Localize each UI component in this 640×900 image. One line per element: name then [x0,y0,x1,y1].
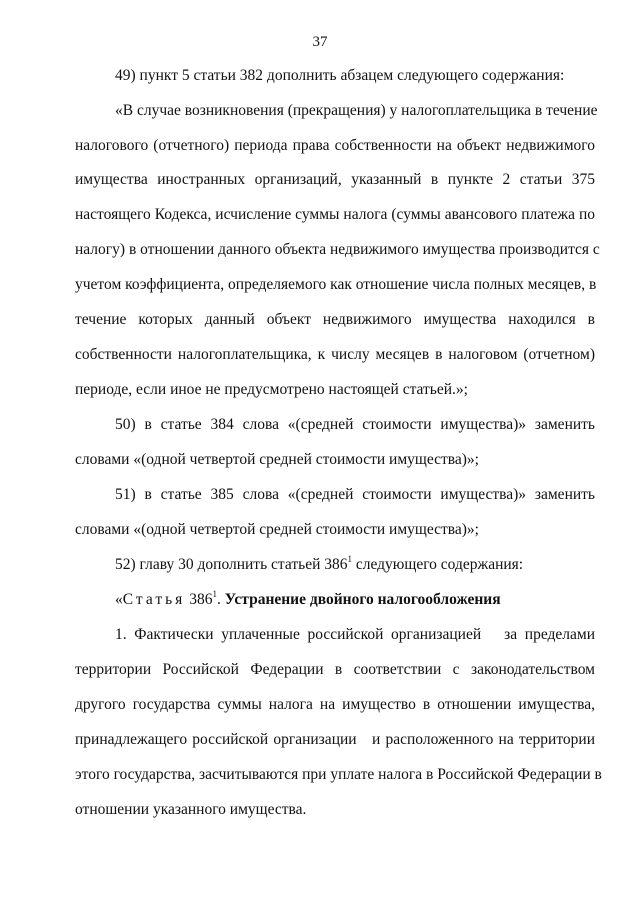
clause-1-line: отношении указанного имущества. [75,801,307,818]
clause-1-line: принадлежащего российской организации и расположенного на территории [75,731,595,748]
clause-1-line: территории Российской Федерации в соответствии с законодательством [75,661,595,678]
page-number: 37 [312,34,328,50]
item-51-line: словами «(одной четвертой средней стоимости имущества)»; [75,521,479,538]
item-52-line: 52) главу 30 дополнить статьей $386^1$ следующего содержания: [115,554,524,573]
item-49-quote-line: «В случае возникновения (прекращения) у налогоплательщика в течение [115,102,598,119]
item-50-line: 50) в статье 384 слова «(средней стоимости имущества)» заменить [115,416,595,433]
item-49-quote-line: учетом коэффициента, определяемого как отношение числа полных месяцев, в [75,276,597,293]
item-51-line: 51) в статье 385 слова «(средней стоимости имущества)» заменить [115,486,595,503]
item-49-quote-line: имущества иностранных организаций, указанный в пункте 2 статьи 375 [75,171,595,188]
article-heading: «Статья $386^1$. Устранение двойного налогообложения [115,589,501,608]
item-49-quote-line: периоде, если иное не предусмотрено настоящей статьей.»; [75,381,468,398]
item-49-quote-line: собственности налогоплательщика, к числу месяцев в налоговом (отчетном) [75,346,595,363]
article-title: Устранение двойного налогообложения [224,591,501,608]
clause-1-line: этого государства, засчитываются при уплате налога в Российской Федерации в [75,766,602,783]
item-49-heading: 49) пункт 5 статьи 382 дополнить абзацем следующего содержания: [115,67,565,84]
item-50-line: словами «(одной четвертой средней стоимости имущества)»; [75,451,479,468]
clause-1-line: 1. Фактически уплаченные российской организацией за пределами [115,626,595,643]
item-49-quote-line: налогового (отчетного) периода права собственности на объект недвижимого [75,137,595,154]
clause-1-line: другого государства суммы налога на имущество в отношении имущества, [75,696,595,713]
item-49-quote-line: настоящего Кодекса, исчисление суммы налога (суммы авансового платежа по [75,206,595,223]
item-49-quote-line: налогу) в отношении данного объекта недвижимого имущества производится с [75,241,600,258]
item-49-quote-line: течение которых данный объект недвижимого имущества находился в [75,311,595,328]
